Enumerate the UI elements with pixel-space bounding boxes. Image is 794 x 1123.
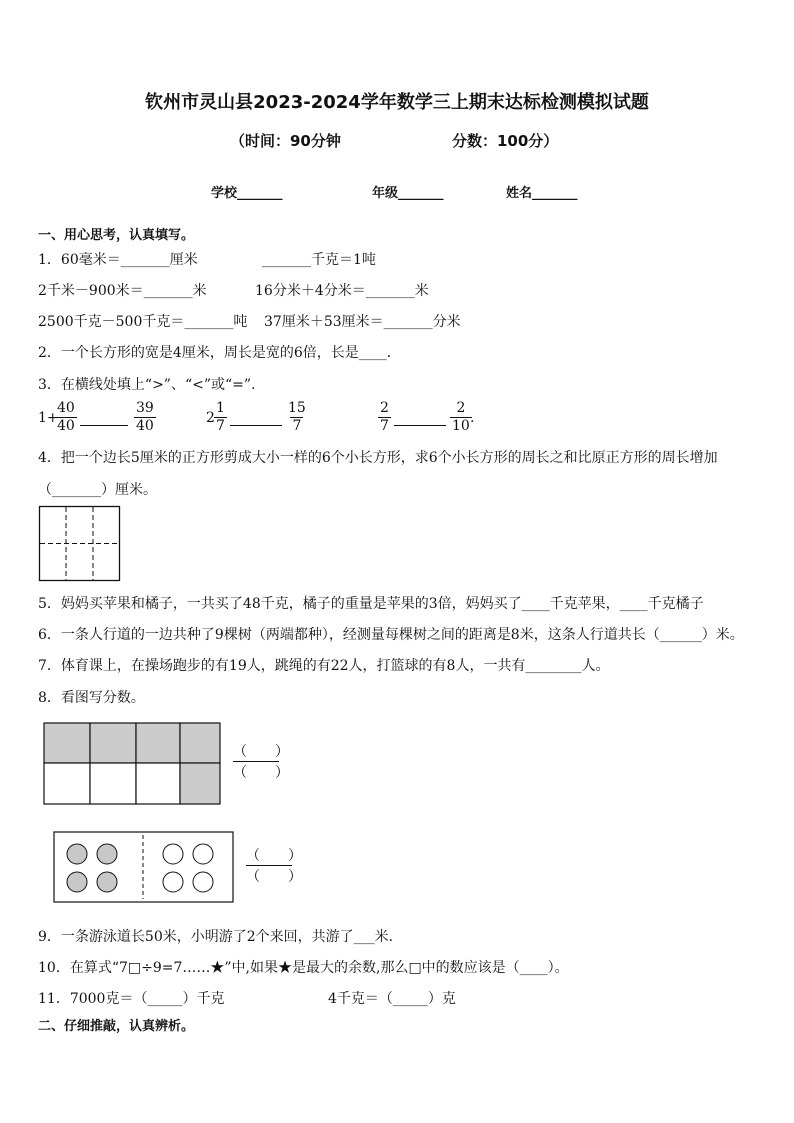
q3-fraction-1-num: 40 xyxy=(57,400,75,416)
grid-cell-empty xyxy=(136,763,180,804)
question-10: 10．在算式“7□÷9=7……★”中,如果★是最大的余数,那么□中的数应该是（____）。 xyxy=(38,960,569,976)
square-cut-figure xyxy=(38,505,124,583)
page-title: 钦州市灵山县2023-2024学年数学三上期末达标检测模拟试题 xyxy=(145,92,649,113)
question-2: 2．一个长方形的宽是4厘米，周长是宽的6倍，长是____． xyxy=(38,345,401,361)
q1-f: 37厘米＋53厘米＝_______分米 xyxy=(264,314,461,330)
grid-cell-empty xyxy=(90,763,136,804)
grid-cell-empty xyxy=(44,763,90,804)
q3-fraction-6-den: 10 xyxy=(452,418,470,434)
circle-empty xyxy=(163,844,183,864)
circle-empty xyxy=(163,872,183,892)
question-8: 8．看图写分数。 xyxy=(38,690,145,706)
q3-fraction-3-num: 1 xyxy=(216,400,225,416)
school-field[interactable]: 学校_______ xyxy=(211,186,283,201)
q3-fraction-1 xyxy=(55,400,77,435)
fraction-answer-2[interactable] xyxy=(246,845,302,886)
q3-fraction-4-den: 7 xyxy=(292,418,302,434)
circle-empty xyxy=(193,844,213,864)
q3-blank-1[interactable] xyxy=(80,425,128,426)
q1-b: _______千克＝1吨 xyxy=(262,252,376,268)
q3-whole: 2 xyxy=(206,410,215,426)
q3-fraction-6 xyxy=(450,400,475,435)
circle-filled xyxy=(67,872,87,892)
fraction-answer-1-denominator: （ ） xyxy=(233,765,289,781)
question-11-a: 11．7000克＝（_____）千克 xyxy=(38,991,225,1007)
q3-fraction-5-den: 7 xyxy=(380,418,389,434)
q1-a: 1．60毫米＝_______厘米 xyxy=(38,252,198,268)
question-3: 3．在横线处填上“>”、“<”或“=”. xyxy=(38,377,256,393)
grade-field[interactable]: 年级_______ xyxy=(372,186,444,201)
exam-score: 分数：100分） xyxy=(452,132,559,150)
fraction-grid-figure xyxy=(43,722,223,807)
fraction-answer-2-denominator: （ ） xyxy=(246,869,302,885)
circle-filled xyxy=(67,844,87,864)
grid-cell-shaded xyxy=(180,723,220,763)
section-heading-2: 二、仔细推敲，认真辨析。 xyxy=(38,1019,195,1034)
circle-filled xyxy=(97,872,117,892)
question-4-line-1: 4．把一个边长5厘米的正方形剪成大小一样的6个小长方形，求6个小长方形的周长之和比原正方形的周长增加 xyxy=(38,450,718,466)
circle-filled xyxy=(97,844,117,864)
q3-fraction-4 xyxy=(286,400,308,435)
fraction-answer-1[interactable] xyxy=(233,741,289,782)
fraction-answer-1-numerator: （ ） xyxy=(233,744,289,760)
question-7: 7．体育课上，在操场跑步的有19人，跳绳的有22人，打篮球的有8人，一共有________人。 xyxy=(38,658,610,674)
circle-empty xyxy=(193,872,213,892)
q3-fraction-1-den: 40 xyxy=(57,418,75,434)
q3-end: . xyxy=(470,410,475,426)
grid-cell-shaded xyxy=(136,723,180,763)
grid-cell-shaded xyxy=(90,723,136,763)
q3-fraction-2-num: 39 xyxy=(136,400,154,416)
grid-cell-shaded xyxy=(180,763,220,804)
q3-fraction-4-num: 15 xyxy=(288,400,306,416)
question-9: 9．一条游泳道长50米，小明游了2个来回，共游了___米． xyxy=(38,929,403,945)
exam-time: （时间：90分钟 xyxy=(230,132,341,150)
name-field[interactable]: 姓名_______ xyxy=(506,186,578,201)
question-4-line-2: （_______）厘米。 xyxy=(38,482,157,498)
q3-fraction-3 xyxy=(214,400,227,435)
q3-fraction-2-den: 40 xyxy=(136,418,154,434)
q3-fraction-5-num: 2 xyxy=(380,400,389,416)
q1-d: 16分米＋4分米＝_______米 xyxy=(255,283,429,299)
question-11-b: 4千克＝（_____）克 xyxy=(328,991,456,1007)
q3-prefix: 1+ xyxy=(38,410,59,426)
q3-fraction-6-num: 2 xyxy=(456,400,466,416)
question-6: 6．一条人行道的一边共种了9棵树（两端都种），经测量每棵树之间的距离是8米，这条人行道共长（______）米。 xyxy=(38,627,744,643)
q1-e: 2500千克－500千克＝_______吨 xyxy=(38,314,248,330)
section-heading-1: 一、用心思考，认真填写。 xyxy=(38,228,195,243)
grid-cell-shaded xyxy=(44,723,90,763)
q1-c: 2千米－900米＝_______米 xyxy=(38,283,207,299)
fraction-circles-figure xyxy=(53,831,235,905)
fraction-answer-2-numerator: （ ） xyxy=(246,848,302,864)
q3-blank-2[interactable] xyxy=(230,425,282,426)
question-5: 5．妈妈买苹果和橘子，一共买了48千克，橘子的重量是苹果的3倍，妈妈买了____千克苹果，____千克橘子 xyxy=(38,596,704,612)
q3-fraction-3-den: 7 xyxy=(216,418,225,434)
q3-blank-3[interactable] xyxy=(394,425,446,426)
q3-fraction-5 xyxy=(378,400,391,435)
q3-fraction-2 xyxy=(134,400,156,435)
